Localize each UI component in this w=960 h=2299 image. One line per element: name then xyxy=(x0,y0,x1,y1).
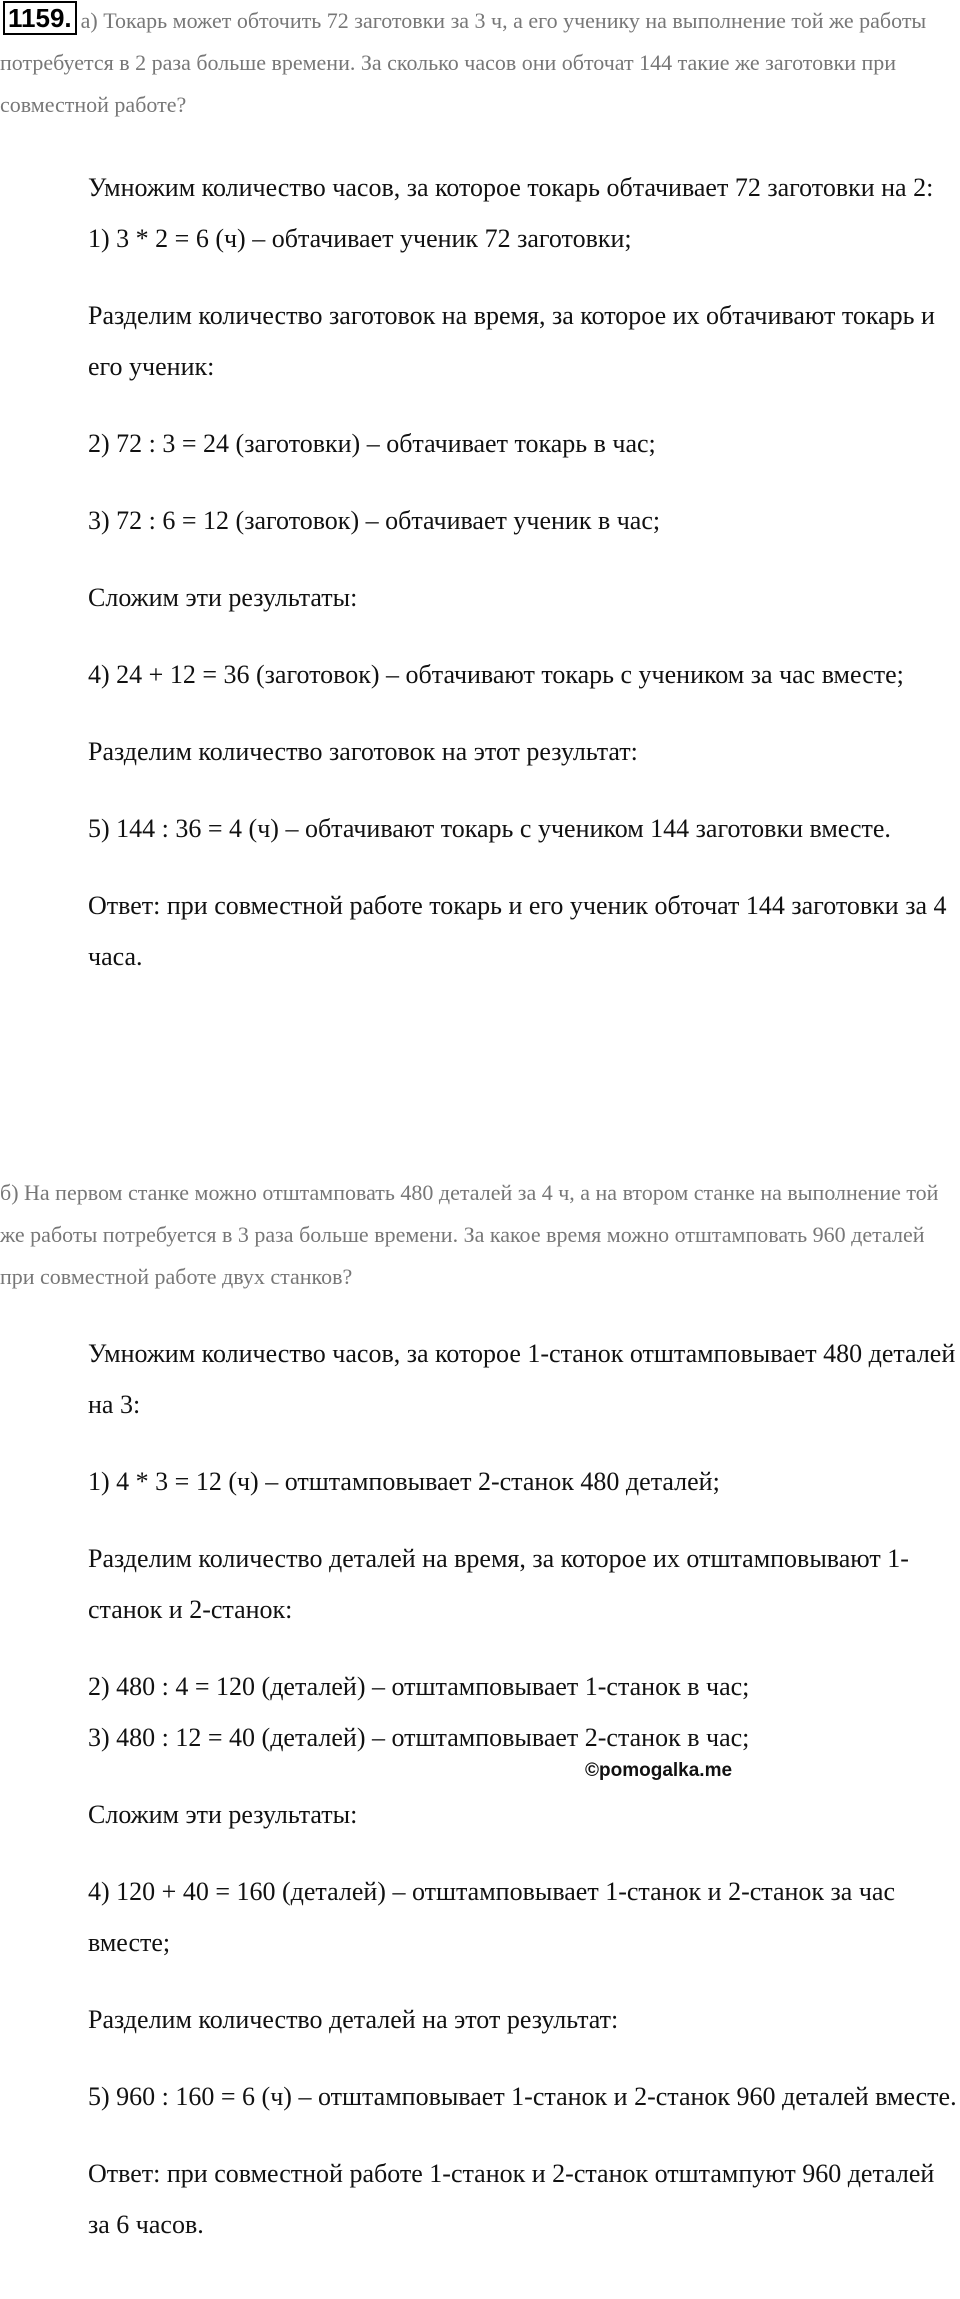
solution-b-step: 1) 4 * 3 = 12 (ч) – отштамповывает 2-станок 480 деталей; xyxy=(88,1467,720,1496)
problem-text-a: а) Токарь может обточить 72 заготовки за 3 ч, а его ученику на выполнение той же работы потребуется в 2 раза больше времени. За сколько часов они обточат 144 такие же заготовки при совместной работе? xyxy=(0,8,927,117)
solution-a-step: 3) 72 : 6 = 12 (заготовок) – обтачивает ученик в час; xyxy=(88,506,661,535)
problem-number-box: 1159. xyxy=(3,1,77,35)
solution-b-step: 2) 480 : 4 = 120 (деталей) – отштамповывает 1-станок в час; xyxy=(88,1672,750,1701)
solution-a-step: 4) 24 + 12 = 36 (заготовок) – обтачивают токарь с учеником за час вместе; xyxy=(88,660,904,689)
solution-b-answer: Ответ: при совместной работе 1-станок и 2-станок отштампуют 960 деталей за 6 часов. xyxy=(88,2159,935,2239)
solution-a-step: Разделим количество заготовок на этот результат: xyxy=(88,737,638,766)
solution-b-step: Сложим эти результаты: xyxy=(88,1800,358,1829)
solution-b-step: 5) 960 : 160 = 6 (ч) – отштамповывает 1-станок и 2-станок 960 деталей вместе. xyxy=(88,2082,957,2111)
solution-b-step: 4) 120 + 40 = 160 (деталей) – отштамповывает 1-станок и 2-станок за час вместе; xyxy=(88,1877,896,1957)
solution-a-step: Разделим количество заготовок на время, за которое их обтачивают токарь и его ученик: xyxy=(88,301,935,381)
watermark-text: ©pomogalka.me xyxy=(585,1760,733,1781)
solution-b xyxy=(88,1328,960,2250)
solution-b-step: Разделим количество деталей на время, за которое их отштамповывают 1-станок и 2-станок: xyxy=(88,1544,909,1624)
problem-statement-a xyxy=(0,0,960,126)
solution-a-step: 1) 3 * 2 = 6 (ч) – обтачивает ученик 72 заготовки; xyxy=(88,224,632,253)
problem-text-b: б) На первом станке можно отштамповать 480 деталей за 4 ч, а на втором станке на выполнение той же работы потребуется в 3 раза больше времени. За какое время можно отштамповать 960 деталей при совместной работе двух станков? xyxy=(0,1180,939,1289)
solution-a-step: Умножим количество часов, за которое токарь обтачивает 72 заготовки на 2: xyxy=(88,173,934,202)
solution-b-step: 3) 480 : 12 = 40 (деталей) – отштамповывает 2-станок в час; xyxy=(88,1723,750,1752)
solution-a xyxy=(88,162,960,982)
solution-a-answer: Ответ: при совместной работе токарь и его ученик обточат 144 заготовки за 4 часа. xyxy=(88,891,947,971)
problem-statement-b xyxy=(0,1172,960,1298)
solution-b-step: Умножим количество часов, за которое 1-станок отштамповывает 480 деталей на 3: xyxy=(88,1339,956,1419)
solution-a-step: 2) 72 : 3 = 24 (заготовки) – обтачивает токарь в час; xyxy=(88,429,656,458)
solution-a-step: Сложим эти результаты: xyxy=(88,583,358,612)
solution-a-step: 5) 144 : 36 = 4 (ч) – обтачивают токарь с учеником 144 заготовки вместе. xyxy=(88,814,891,843)
solution-b-step: Разделим количество деталей на этот результат: xyxy=(88,2005,619,2034)
